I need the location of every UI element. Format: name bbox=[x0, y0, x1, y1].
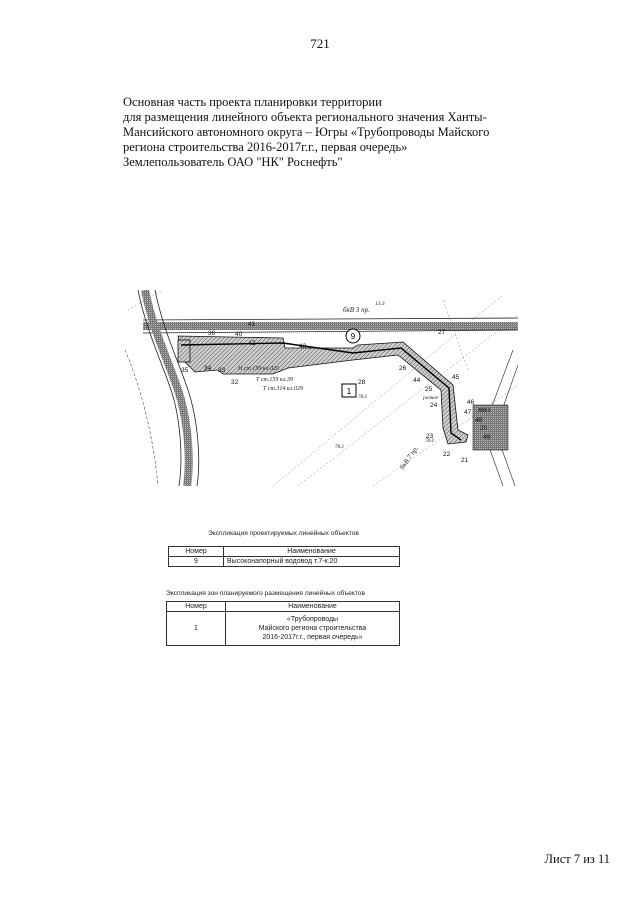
title-line: для размещения линейного объекта регионального значения Ханты- bbox=[123, 110, 487, 124]
pipe-label-3: Н ст.159 кл.020 bbox=[238, 366, 279, 372]
elevation-label: 78.4 bbox=[425, 439, 434, 444]
building-label: ВМА bbox=[478, 408, 491, 414]
point-number: 30 bbox=[208, 330, 216, 337]
point-number: 44 bbox=[413, 377, 421, 384]
point-number: 22 bbox=[443, 451, 451, 458]
title-line: Землепользователь ОАО "НК" Роснефть" bbox=[123, 155, 343, 169]
point-number: 28 bbox=[358, 379, 366, 386]
point-number: 48 bbox=[475, 417, 483, 424]
point-number: 46 bbox=[467, 399, 475, 406]
sheet-label: Лист 7 из 11 bbox=[544, 852, 610, 866]
point-number: 32 bbox=[231, 379, 239, 386]
point-number: 26 bbox=[399, 365, 407, 372]
top-road bbox=[143, 318, 518, 333]
point-number: 40 bbox=[235, 331, 243, 338]
table2-caption: Экспликация зон планируемого размещения линейных объектов bbox=[166, 590, 365, 597]
building bbox=[473, 405, 508, 450]
point-number: 35 bbox=[181, 367, 189, 374]
table-cell: 1 bbox=[167, 612, 226, 646]
point-number: 47 bbox=[464, 409, 472, 416]
object-1-label: 1 bbox=[346, 387, 352, 396]
object-9-label: 9 bbox=[350, 332, 356, 341]
object-9-marker bbox=[346, 329, 360, 343]
object-1-marker bbox=[342, 384, 356, 397]
site-plan-map bbox=[123, 290, 518, 486]
column-header: Номер bbox=[169, 547, 224, 557]
point-number: 33 bbox=[218, 367, 226, 374]
table-header-row bbox=[167, 602, 400, 612]
point-number: 25 bbox=[425, 386, 433, 393]
table-row bbox=[167, 612, 400, 646]
elevation-label: 78.4 bbox=[358, 395, 367, 400]
table-cell: 9 bbox=[169, 557, 224, 567]
column-header: Наименование bbox=[226, 602, 400, 612]
column-header: Наименование bbox=[224, 547, 400, 557]
column-header: Номер bbox=[167, 602, 226, 612]
point-number: 21 bbox=[461, 457, 469, 464]
elevation-label: 78.3 bbox=[335, 445, 344, 450]
point-number: 23 bbox=[426, 433, 434, 440]
label-13-3: 13.3 bbox=[375, 301, 385, 307]
page-number: 721 bbox=[310, 36, 330, 51]
pipe-label-1: Т ст.159 кл.39 bbox=[256, 377, 293, 383]
road-right-label: бкВ 7 пр. bbox=[398, 444, 421, 472]
title-line: Основная часть проекта планировки территории bbox=[123, 95, 382, 109]
document-title bbox=[123, 95, 523, 170]
point-number: 34 bbox=[204, 365, 212, 372]
point-number: 49 bbox=[483, 434, 491, 441]
road-top-label: бкВ 3 пр. bbox=[343, 306, 370, 314]
title-line: Мансийского автономного округа – Югры «Трубопроводы Майского bbox=[123, 125, 490, 139]
linear-objects-table bbox=[168, 546, 400, 567]
pipe-label-2: Т ст.314 кл.029 bbox=[263, 386, 303, 392]
point-number: 27 bbox=[438, 329, 446, 336]
point-number: 42 bbox=[248, 340, 256, 347]
table-row bbox=[169, 557, 400, 567]
point-number: 43 bbox=[299, 343, 307, 350]
point-number: 41 bbox=[248, 321, 256, 328]
zone-label: разное bbox=[423, 395, 439, 401]
table-header-row bbox=[169, 547, 400, 557]
table1-caption: Экспликация проектируемых линейных объектов bbox=[208, 530, 359, 537]
zones-table bbox=[166, 601, 400, 646]
point-number: 20 bbox=[480, 425, 488, 432]
table-cell: «Трубопроводы Майского региона строительства 2016-2017г.г., первая очередь» bbox=[226, 612, 400, 646]
point-number: 24 bbox=[430, 402, 438, 409]
title-line: региона строительства 2016-2017г.г., первая очередь» bbox=[123, 140, 408, 154]
point-number: 45 bbox=[452, 374, 460, 381]
table-cell: Высоконапорный водовод т.7-к.20 bbox=[224, 557, 400, 567]
